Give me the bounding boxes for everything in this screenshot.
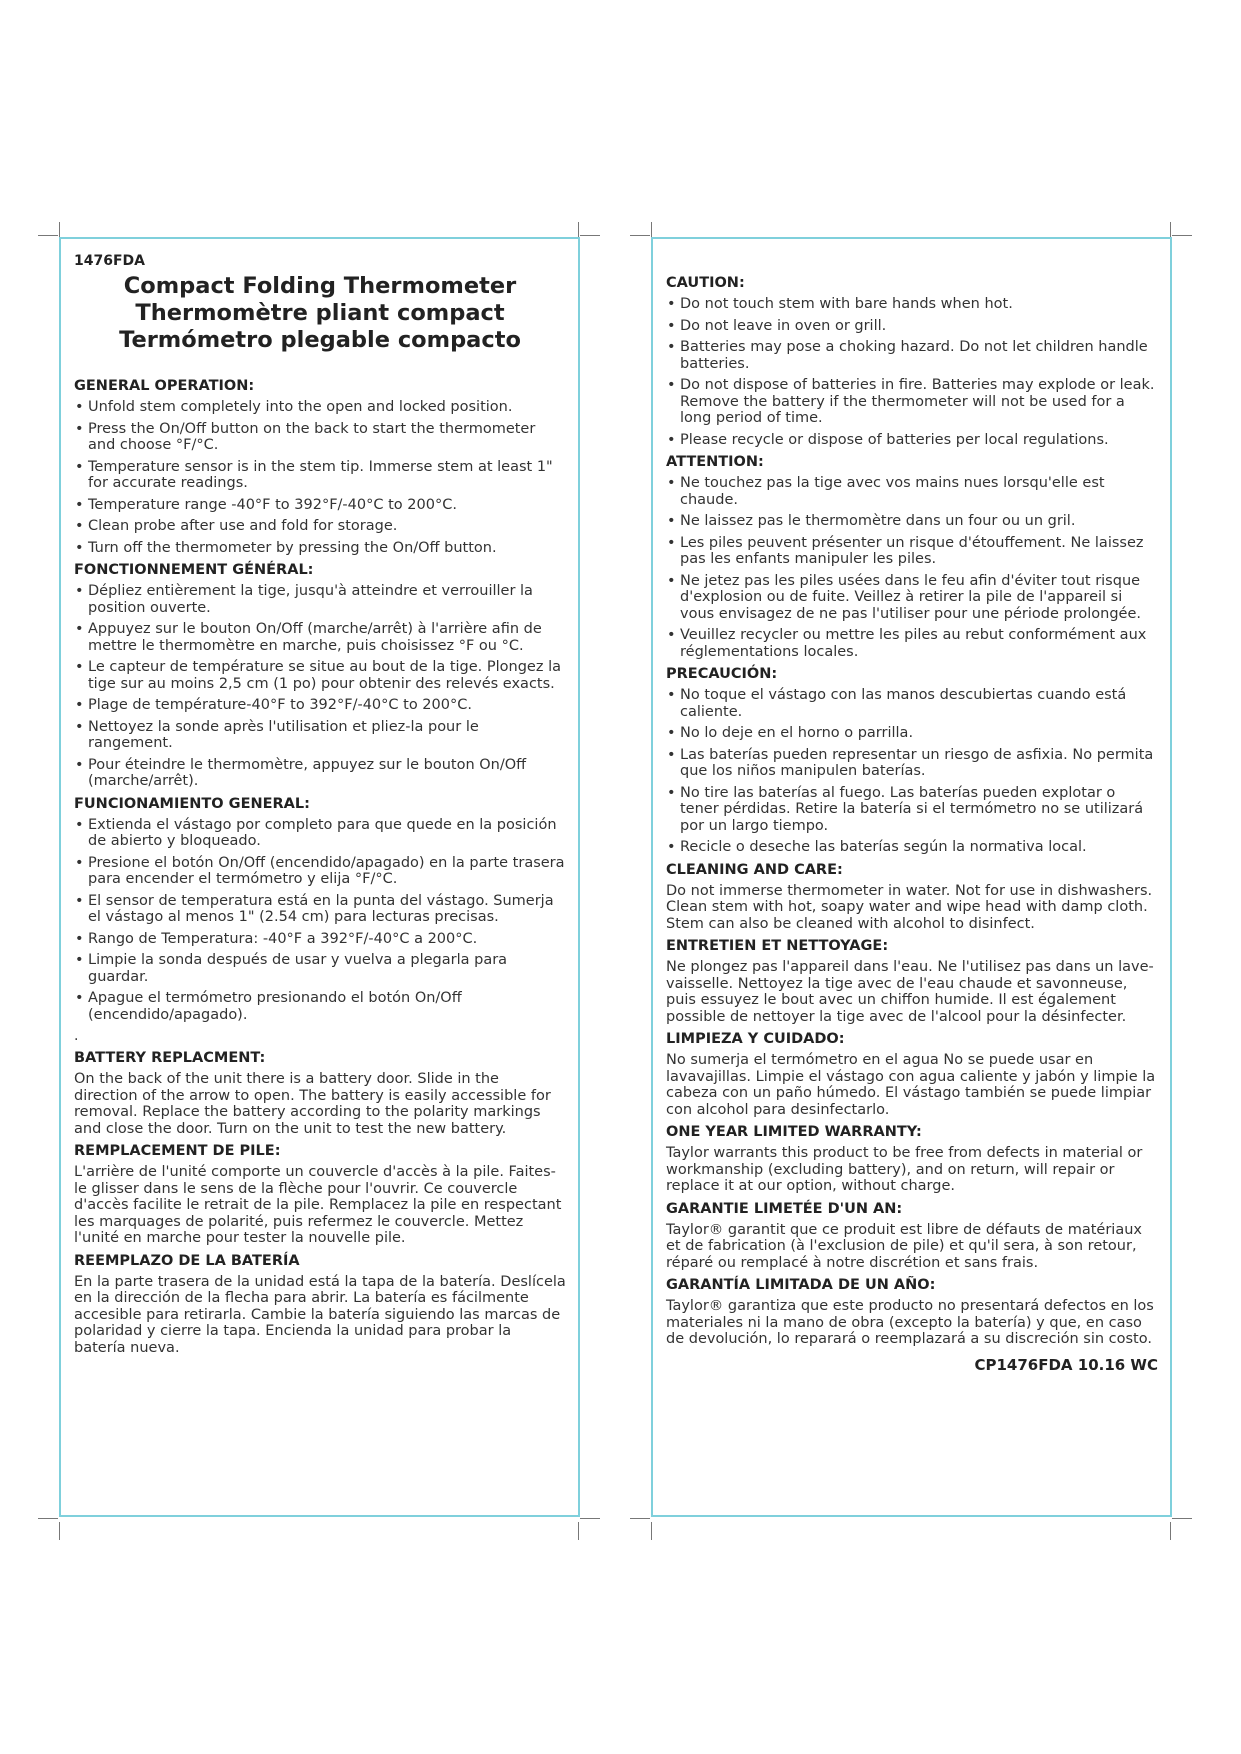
list-item: • Turn off the thermometer by pressing the On/Off button. [74, 540, 566, 557]
list-item: • Clean probe after use and fold for storage. [74, 518, 566, 535]
crop-mark [1170, 1522, 1171, 1540]
battery-text-fr: L'arrière de l'unité comporte un couvercle d'accès à la pile. Faites-le glisser dans le sens de la flèche pour l'ouvrir. Ce couvercle d'accès facilite le retrait de la pile. Remplacez la pile en respectant les marquages de polarité, puis refermez le couvercle. Mettez l'unité en marche pour tester la nouvelle pile. [74, 1164, 562, 1246]
list-item: • Le capteur de température se situe au bout de la tige. Plongez la tige sur au moins 2,5 cm (1 po) pour obtenir des relevés exacts. [74, 659, 566, 692]
funcionamiento-list [74, 817, 566, 1024]
list-item: • No toque el vástago con las manos descubiertas cuando está caliente. [666, 687, 1158, 720]
left-panel [59, 237, 580, 1517]
list-item: • Plage de température-40°F to 392°F/-40°C to 200°C. [74, 697, 566, 714]
page-title [74, 273, 566, 354]
list-item: • Presione el botón On/Off (encendido/apagado) en la parte trasera para encender el termómetro y elija °F/°C. [74, 855, 566, 888]
cleaning-heading-en: CLEANING AND CARE: [666, 861, 843, 878]
precaucion-list [666, 687, 1158, 856]
list-item: • Ne touchez pas la tige avec vos mains nues lorsqu'elle est chaude. [666, 475, 1158, 508]
list-item: • Apague el termómetro presionando el botón On/Off (encendido/apagado). [74, 990, 566, 1023]
warranty-heading-en: ONE YEAR LIMITED WARRANTY: [666, 1124, 922, 1140]
model-code: 1476FDA [74, 253, 145, 269]
caution-heading: CAUTION: [666, 275, 745, 291]
warranty-text-es: Taylor® garantiza que este producto no presentará defectos en los materiales ni la mano de obra (excepto la batería) y que, en caso de devolución, lo reparará o reemplazará a su discreción sin costo. [666, 1298, 1154, 1347]
list-item: • El sensor de temperatura está en la punta del vástago. Sumerja el vástago al menos 1" (2.54 cm) para lecturas precisas. [74, 893, 566, 926]
battery-text-en: On the back of the unit there is a battery door. Slide in the direction of the arrow to open. The battery is easily accessible for removal. Replace the battery according to the polarity markings and close the door. Turn on the unit to test the new battery. [74, 1071, 551, 1137]
list-item: • Do not touch stem with bare hands when hot. [666, 296, 1158, 313]
crop-mark [630, 1518, 650, 1519]
cleaning-text-en: Do not immerse thermometer in water. Not for use in dishwashers. Clean stem with hot, soapy water and wipe head with damp cloth. Stem can also be cleaned with alcohol to disinfect. [666, 882, 1153, 932]
list-item: • Pour éteindre le thermomètre, appuyez sur le bouton On/Off (marche/arrêt). [74, 757, 566, 790]
cleaning-heading-fr: ENTRETIEN ET NETTOYAGE: [666, 938, 889, 954]
fonctionnement-heading: FONCTIONNEMENT GÉNÉRAL: [74, 562, 314, 578]
list-item: • Press the On/Off button on the back to start the thermometer and choose °F/°C. [74, 421, 566, 454]
list-item: • Las baterías pueden representar un riesgo de asfixia. No permita que los niños manipulen baterías. [666, 747, 1158, 780]
fonctionnement-list [74, 583, 566, 790]
general-operation-heading: GENERAL OPERATION: [74, 378, 255, 394]
list-item: • Unfold stem completely into the open and locked position. [74, 399, 566, 416]
funcionamiento-heading: FUNCIONAMIENTO GENERAL: [74, 795, 310, 812]
list-item: • Appuyez sur le bouton On/Off (marche/arrêt) à l'arrière afin de mettre le thermomètre en marche, puis choisissez °F ou °C. [74, 621, 566, 654]
attention-heading: ATTENTION: [666, 454, 764, 470]
crop-mark [580, 1518, 600, 1519]
crop-mark [580, 235, 600, 236]
list-item: • Temperature range -40°F to 392°F/-40°C to 200°C. [74, 497, 566, 514]
crop-mark [630, 235, 650, 236]
crop-mark [651, 1522, 652, 1540]
cleaning-heading-es: LIMPIEZA Y CUIDADO: [666, 1031, 845, 1047]
list-item: • Ne laissez pas le thermomètre dans un four ou un gril. [666, 513, 1158, 530]
list-item: • Veuillez recycler ou mettre les piles au rebut conformément aux réglementations locales. [666, 627, 1158, 660]
stray-dot: . [74, 1028, 79, 1044]
list-item: • Les piles peuvent présenter un risque d'étouffement. Ne laissez pas les enfants manipuler les piles. [666, 535, 1158, 568]
document-code: CP1476FDA 10.16 WC [974, 1355, 1158, 1374]
list-item: • Limpie la sonda después de usar y vuelva a plegarla para guardar. [74, 952, 566, 985]
list-item: • Nettoyez la sonde après l'utilisation et pliez-la pour le rangement. [74, 719, 566, 752]
cleaning-text-fr: Ne plongez pas l'appareil dans l'eau. Ne l'utilisez pas dans un lave-vaisselle. Nettoyez la tige avec de l'eau chaude et savonneuse, puis essuyez le bout avec un chiffon humide. Il est également possible de nettoyer la tige avec de l'alcool pour la désinfecter. [666, 959, 1154, 1025]
right-panel [651, 237, 1172, 1517]
warranty-heading-es: GARANTÍA LIMITADA DE UN AÑO: [666, 1277, 936, 1293]
battery-text-es: En la parte trasera de la unidad está la tapa de la batería. Deslícela en la dirección de la flecha para abrir. La batería es fácilmente accesible para retirarla. Cambie la batería siguiendo las marcas de polaridad y cierre la tapa. Encienda la unidad para probar la batería nueva. [74, 1273, 566, 1356]
attention-list [666, 475, 1158, 660]
caution-list [666, 296, 1158, 448]
battery-heading-fr: REMPLACEMENT DE PILE: [74, 1143, 281, 1159]
list-item: • Temperature sensor is in the stem tip. Immerse stem at least 1" for accurate readings. [74, 459, 566, 492]
title-en: Compact Folding Thermometer [123, 273, 517, 299]
list-item: • Recicle o deseche las baterías según la normativa local. [666, 839, 1158, 856]
warranty-heading-fr: GARANTIE LIMETÉE D'UN AN: [666, 1200, 903, 1217]
crop-mark [38, 235, 58, 236]
list-item: • No lo deje en el horno o parrilla. [666, 725, 1158, 742]
warranty-text-en: Taylor warrants this product to be free from defects in material or workmanship (excluding battery), and on return, will repair or replace it at our option, without charge. [666, 1145, 1143, 1194]
crop-mark [38, 1518, 58, 1519]
list-item: • Do not dispose of batteries in fire. Batteries may explode or leak. Remove the battery if the thermometer will not be used for a long period of time. [666, 377, 1158, 427]
list-item: • Rango de Temperatura: -40°F a 392°F/-40°C a 200°C. [74, 931, 566, 948]
list-item: • Do not leave in oven or grill. [666, 318, 1158, 335]
list-item: • Please recycle or dispose of batteries per local regulations. [666, 432, 1158, 449]
list-item: • Extienda el vástago por completo para que quede en la posición de abierto y bloqueado. [74, 817, 566, 850]
crop-mark [59, 1522, 60, 1540]
crop-mark [1172, 235, 1192, 236]
title-es: Termómetro plegable compacto [119, 327, 521, 353]
cleaning-text-es: No sumerja el termómetro en el agua No se puede usar en lavavajillas. Limpie el vástago con agua caliente y jabón y limpie la cabeza con un paño húmedo. El vástago también se puede limpiar con alcohol para desinfectarlo. [666, 1052, 1156, 1118]
list-item: • Dépliez entièrement la tige, jusqu'à atteindre et verrouiller la position ouverte. [74, 583, 566, 616]
title-fr: Thermomètre pliant compact [135, 300, 505, 326]
crop-mark [1172, 1518, 1192, 1519]
list-item: • Ne jetez pas les piles usées dans le feu afin d'éviter tout risque d'explosion ou de fuite. Veillez à retirer la pile de l'appareil si vous envisagez de ne pas l'utiliser pour une période prolongée. [666, 573, 1158, 623]
general-operation-list [74, 399, 566, 556]
precaucion-heading: PRECAUCIÓN: [666, 666, 778, 682]
list-item: • No tire las baterías al fuego. Las baterías pueden explotar o tener pérdidas. Retire la batería si el termómetro no se utilizará por un largo tiempo. [666, 785, 1158, 835]
battery-heading-es: REEMPLAZO DE LA BATERÍA [74, 1252, 300, 1269]
warranty-text-fr: Taylor® garantit que ce produit est libre de défauts de matériaux et de fabrication (à l'exclusion de pile) et qu'il sera, à son retour, réparé ou remplacé à notre discrétion et sans frais. [666, 1221, 1142, 1271]
list-item: • Batteries may pose a choking hazard. Do not let children handle batteries. [666, 339, 1158, 372]
battery-heading-en: BATTERY REPLACMENT: [74, 1050, 266, 1066]
crop-mark [578, 1522, 579, 1540]
